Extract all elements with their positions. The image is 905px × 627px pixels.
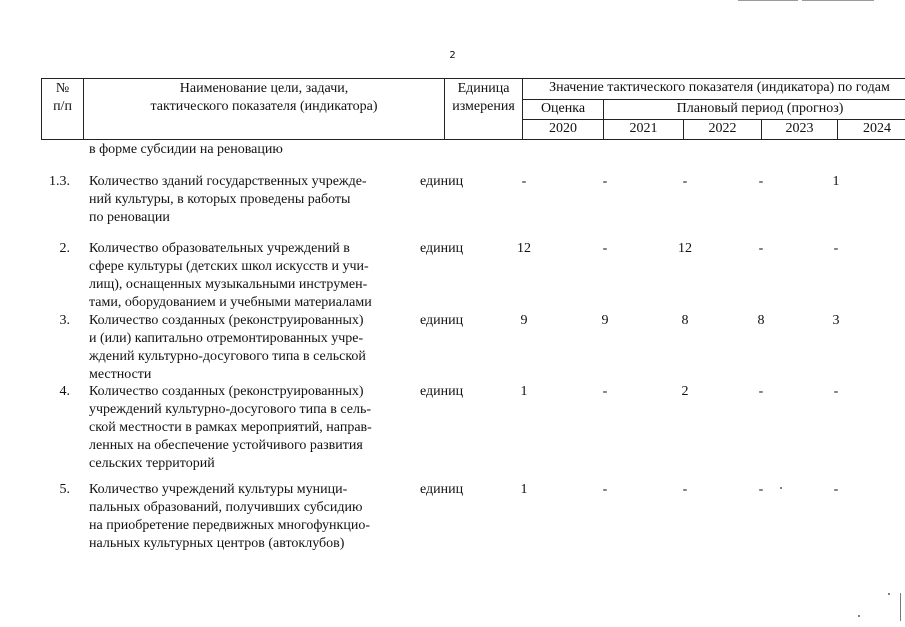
row-name: [89, 240, 407, 312]
row-name-line: на приобретение передвижных многофункцио-: [89, 518, 370, 533]
header-values-title: Значение тактического показателя (индикатора) по годам: [523, 79, 905, 100]
scan-edge-mark: [900, 593, 901, 621]
row-name-line: сельских территорий: [89, 456, 215, 471]
row-name-line: пальных образований, получивших субсидию: [89, 500, 363, 515]
scan-speck: [858, 615, 860, 617]
header-estimate: Оценка: [523, 100, 604, 120]
header-number-line: №: [55, 81, 70, 96]
row-name-line: учреждений культурно-досугового типа в сель-: [89, 402, 372, 417]
header-unit-cell: [445, 79, 523, 140]
row-name-line: Количество образовательных учреждений в: [89, 241, 350, 256]
row-number: 2.: [59, 241, 70, 256]
row-value-2024: -: [833, 384, 839, 399]
row-name-line: Количество созданных (реконструированных): [89, 384, 364, 399]
row-value-2022: -: [682, 482, 688, 497]
row-name-line: нальных культурных центров (автоклубов): [89, 536, 345, 551]
row-name-line: Количество созданных (реконструированных): [89, 313, 364, 328]
row-value-2020: 12: [517, 241, 531, 256]
header-year: 2024: [838, 120, 905, 140]
header-unit-line: Единица: [457, 81, 510, 96]
row-value-2023: -: [758, 174, 764, 189]
row-name-line: местности: [89, 367, 152, 382]
row-value-2020: -: [521, 174, 527, 189]
row-number: 4.: [59, 384, 70, 399]
header-year: 2023: [762, 120, 838, 140]
row-value-2021: -: [602, 241, 608, 256]
row-name-line: сфере культуры (детских школ искусств и учи-: [89, 259, 369, 274]
header-name-line: Наименование цели, задачи,: [179, 81, 349, 96]
header-unit-line: измерения: [452, 99, 515, 114]
row-value-2023: -: [758, 482, 764, 497]
row-name-line: по реновации: [89, 210, 170, 225]
header-year: 2020: [523, 120, 604, 140]
header-name-line: тактического показателя (индикатора): [150, 99, 378, 114]
row-name: [89, 383, 407, 473]
scan-top-line: [738, 0, 798, 1]
row-value-2023: 8: [757, 313, 765, 328]
row-value-2024: 3: [832, 313, 840, 328]
row-unit: единиц: [419, 174, 464, 189]
row-name-line: ской местности в рамках мероприятий, направ-: [89, 420, 372, 435]
header-year: 2021: [604, 120, 684, 140]
header-number-line: п/п: [53, 99, 72, 114]
row-value-2022: -: [682, 174, 688, 189]
row-value-2021: 9: [601, 313, 609, 328]
row-value-2023: -: [758, 241, 764, 256]
header-number-cell: [42, 79, 84, 140]
row-name-line: тами, оборудованием и учебными материалами: [89, 295, 372, 310]
row-value-2024: -: [833, 482, 839, 497]
row-value-2024: -: [833, 241, 839, 256]
row-unit: единиц: [419, 384, 464, 399]
scan-speck: [780, 487, 782, 489]
row-value-2021: -: [602, 482, 608, 497]
row-value-2020: 1: [520, 384, 528, 399]
row-value-2023: -: [758, 384, 764, 399]
header-year: 2022: [684, 120, 762, 140]
row-value-2021: -: [602, 174, 608, 189]
row-unit: единиц: [419, 482, 464, 497]
row-name-line: Количество учреждений культуры муници-: [89, 482, 348, 497]
row-value-2022: 12: [678, 241, 692, 256]
row-value-2022: 8: [681, 313, 689, 328]
row-name-line: ленных на обеспечение устойчивого развития: [89, 438, 363, 453]
row-name: [89, 481, 407, 553]
row-name-line: и (или) капитально отремонтированных учре-: [89, 331, 364, 346]
row-name-line: ний культуры, в которых проведены работы: [89, 192, 351, 207]
table-header: [41, 78, 905, 140]
row-value-2024: 1: [832, 174, 840, 189]
row-value-2022: 2: [681, 384, 689, 399]
header-plan-period: Плановый период (прогноз): [604, 100, 905, 120]
row-value-2021: -: [602, 384, 608, 399]
row-number: 1.3.: [49, 174, 70, 189]
row-number: 3.: [59, 313, 70, 328]
row-number: 5.: [59, 482, 70, 497]
row-name: [89, 312, 407, 384]
row-value-2020: 9: [520, 313, 528, 328]
scan-speck: [888, 593, 890, 595]
row-value-2020: 1: [520, 482, 528, 497]
row-name: [89, 173, 407, 227]
continuation-text: в форме субсидии на реновацию: [89, 142, 283, 157]
row-name-line: ждений культурно-досугового типа в сельской: [89, 349, 366, 364]
page-number: 2: [449, 50, 456, 61]
scan-top-line: [802, 0, 874, 1]
row-unit: единиц: [419, 241, 464, 256]
row-name-line: Количество зданий государственных учрежде-: [89, 174, 367, 189]
row-unit: единиц: [419, 313, 464, 328]
header-name-cell: [84, 79, 445, 140]
row-name-line: лищ), оснащенных музыкальными инструмен-: [89, 277, 368, 292]
